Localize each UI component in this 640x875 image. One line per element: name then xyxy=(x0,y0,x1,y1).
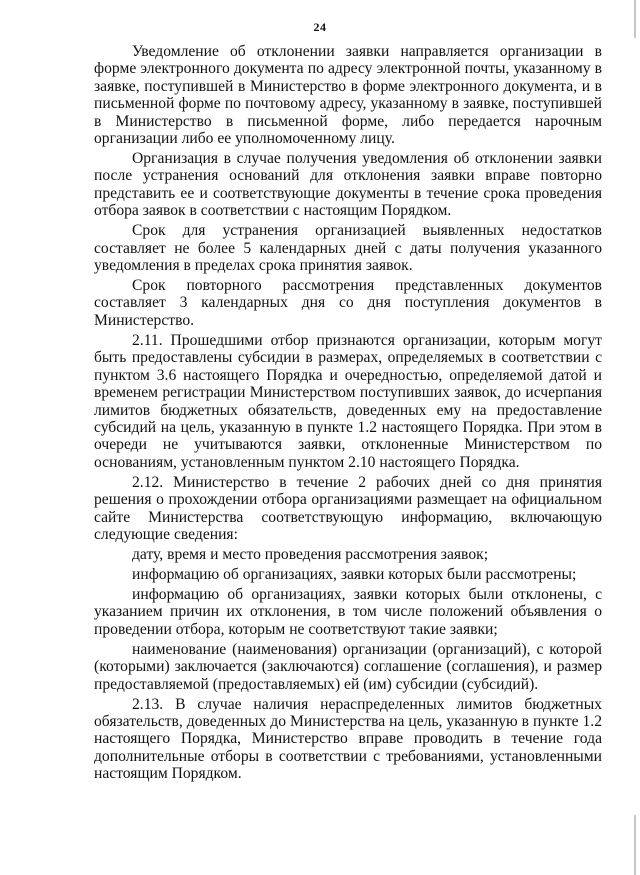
list-item-date-time-place: дату, время и место проведения рассмотрения заявок; xyxy=(132,545,489,563)
scan-edge-top xyxy=(634,0,636,38)
list-item-rejected-organizations: информацию об организациях, заявки которых были отклонены, с указанием причин их отклонения, в том числе положений объявления о проведении отбора, которым не соответствуют такие заявки; xyxy=(94,585,602,638)
paragraph-2-12: 2.12. Министерство в течение 2 рабочих дней со дня принятия решения о прохождении отбора организациями размещает на официальном сайте Министерства соответствующую информацию, включающую следующие сведения: xyxy=(94,473,602,543)
paragraph-correction-period: Срок для устранения организацией выявленных недостатков составляет не более 5 календарных дней с даты получения указанного уведомления в пределах срока принятия заявок. xyxy=(94,222,602,275)
paragraph-rejection-notice: Уведомление об отклонении заявки направляется организации в форме электронного документа по адресу электронной почты, указанному в заявке, поступившей в Министерство в форме электронного документа, и в письменной форме по почтовому адресу, указанному в заявке, поступившей в Министерство в письменной форме, либо передается нарочным организации либо ее уполномоченному лицу. xyxy=(94,43,602,148)
paragraph-review-period: Срок повторного рассмотрения представленных документов составляет 3 календарных дня со дня поступления документов в Министерство. xyxy=(94,277,602,329)
document-body xyxy=(94,43,602,783)
list-item-agreement-organizations: наименование (наименования) организации (организаций), с которой (которыми) заключается (заключаются) соглашение (соглашения), и размер предоставляемой (предоставляемых) ей (им) субсидии (субсидий). xyxy=(94,640,602,693)
paragraph-resubmission: Организация в случае получения уведомления об отклонении заявки после устранения оснований для отклонения заявки вправе повторно представить ее и соответствующие документы в течение срока проведения отбора заявок в соответствии с настоящим Порядком. xyxy=(94,150,602,220)
list-item-reviewed-organizations: информацию об организациях, заявки которых были рассмотрены; xyxy=(132,565,577,583)
page-number: 24 xyxy=(313,20,327,34)
scan-edge-bottom xyxy=(634,815,636,875)
paragraph-2-13: 2.13. В случае наличия нераспределенных лимитов бюджетных обязательств, доведенных до Министерства на цель, указанную в пункте 1.2 настоящего Порядка, Министерство вправе проводить в течение года дополнительные отборы в соответствии с требованиями, установленными настоящим Порядком. xyxy=(94,695,602,783)
paragraph-2-11: 2.11. Прошедшими отбор признаются организации, которым могут быть предоставлены субсидии в размерах, определяемых в соответствии с пунктом 3.6 настоящего Порядка и очередностью, определяемой датой и временем регистрации Министерством поступивших заявок, до исчерпания лимитов бюджетных обязательств, доведенных ему на предоставление субсидий на цель, указанную в пункте 1.2 настоящего Порядка. При этом в очереди не учитываются заявки, отклоненные Министерством по основаниям, установленным пунктом 2.10 настоящего Порядка. xyxy=(94,331,602,471)
